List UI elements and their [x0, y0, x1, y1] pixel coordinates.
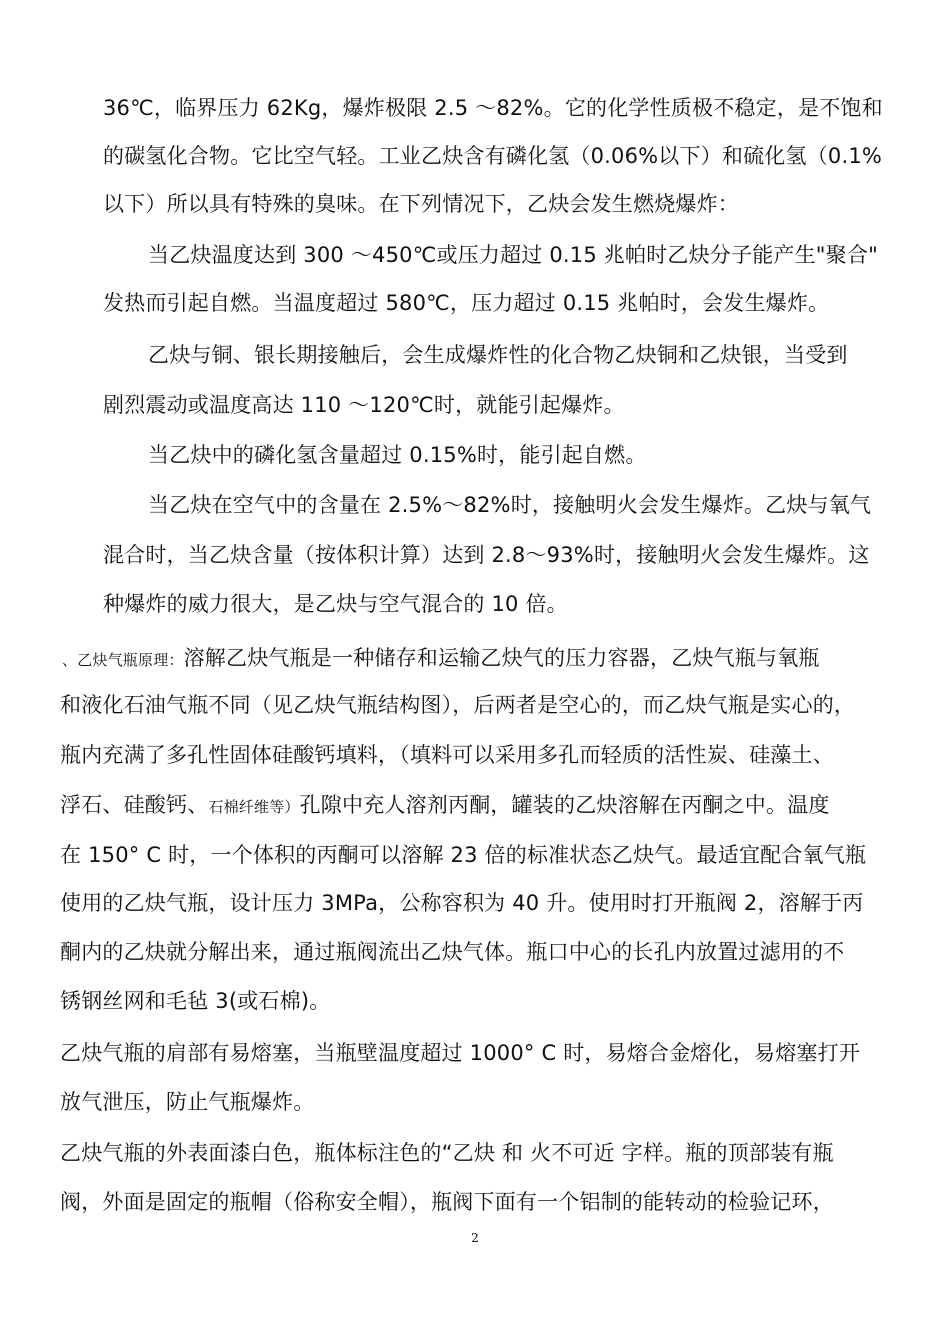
text-line: 种爆炸的威力很大，是乙炔与空气混合的 10 倍。	[103, 592, 568, 616]
text-line	[60, 790, 830, 822]
text-line: 剧烈震动或温度高达 110 ～120℃时，就能引起爆炸。	[103, 393, 625, 417]
section-heading: 、乙炔气瓶原理：	[62, 651, 184, 669]
text-line: 在 150° C 时，一个体积的丙酮可以溶解 23 倍的标准状态乙炔气。最适宜配合氧气瓶	[60, 843, 867, 867]
page-number: 2	[471, 1231, 479, 1245]
text-line: 发热而引起自燃。当温度超过 580℃，压力超过 0.15 兆帕时，会发生爆炸。	[103, 291, 830, 315]
text-line: 36℃，临界压力 62Kg，爆炸极限 2.5 ～82%。它的化学性质极不稳定，是不饱和	[103, 96, 883, 120]
text-line: 以下）所以具有特殊的臭味。在下列情况下，乙炔会发生燃烧爆炸：	[103, 192, 739, 216]
text-line: 锈钢丝网和毛毡 3(或石棉)。	[60, 989, 331, 1013]
text-line: 当乙炔中的磷化氢含量超过 0.15%时，能引起自燃。	[148, 443, 647, 467]
text-line: 酮内的乙炔就分解出来，通过瓶阀流出乙炔气体。瓶口中心的长孔内放置过滤用的不	[60, 940, 845, 964]
text-line: 瓶内充满了多孔性固体硅酸钙填料，（填料可以采用多孔而轻质的活性炭、硅藻土、	[60, 743, 834, 767]
text-line: 和液化石油气瓶不同（见乙炔气瓶结构图），后两者是空心的，而乙炔气瓶是实心的，	[60, 693, 856, 717]
text-line: 乙炔气瓶的肩部有易熔塞，当瓶壁温度超过 1000° C 时，易熔合金熔化，易熔塞打开	[60, 1041, 861, 1065]
text-line: 当乙炔在空气中的含量在 2.5%～82%时，接触明火会发生爆炸。乙炔与氧气	[148, 493, 872, 517]
text-fragment: 浮石、硅酸钙、	[60, 793, 209, 817]
section-line	[62, 643, 820, 675]
text-line: 乙炔气瓶的外表面漆白色，瓶体标注色的“乙炔 和 火不可近 字样。瓶的顶部装有瓶	[60, 1141, 834, 1165]
text-line: 放气泄压，防止气瓶爆炸。	[60, 1090, 315, 1114]
text-line: 混合时，当乙炔含量（按体积计算）达到 2.8～93%时，接触明火会发生爆炸。这	[103, 543, 870, 567]
text-line: 的碳氢化合物。它比空气轻。工业乙炔含有磷化氢（0.06%以下）和硫化氢（0.1%	[103, 144, 883, 168]
text-line: 当乙炔温度达到 300 ～450℃或压力超过 0.15 兆帕时乙炔分子能产生"聚合"	[148, 243, 878, 267]
text-fragment-small: 石棉纤维等）	[208, 798, 300, 816]
text-line: 阀，外面是固定的瓶帽（俗称安全帽），瓶阀下面有一个铝制的能转动的检验记环，	[60, 1190, 834, 1214]
text-fragment: 孔隙中充人溶剂丙酮，罐装的乙炔溶解在丙酮之中。温度	[299, 793, 830, 817]
text-line: 乙炔与铜、银长期接触后，会生成爆炸性的化合物乙炔铜和乙炔银，当受到	[148, 343, 848, 367]
section-text: 溶解乙炔气瓶是一种储存和运输乙炔气的压力容器，乙炔气瓶与氧瓶	[183, 646, 820, 670]
text-line: 使用的乙炔气瓶，设计压力 3MPa，公称容积为 40 升。使用时打开瓶阀 2，溶解于丙	[60, 891, 864, 915]
